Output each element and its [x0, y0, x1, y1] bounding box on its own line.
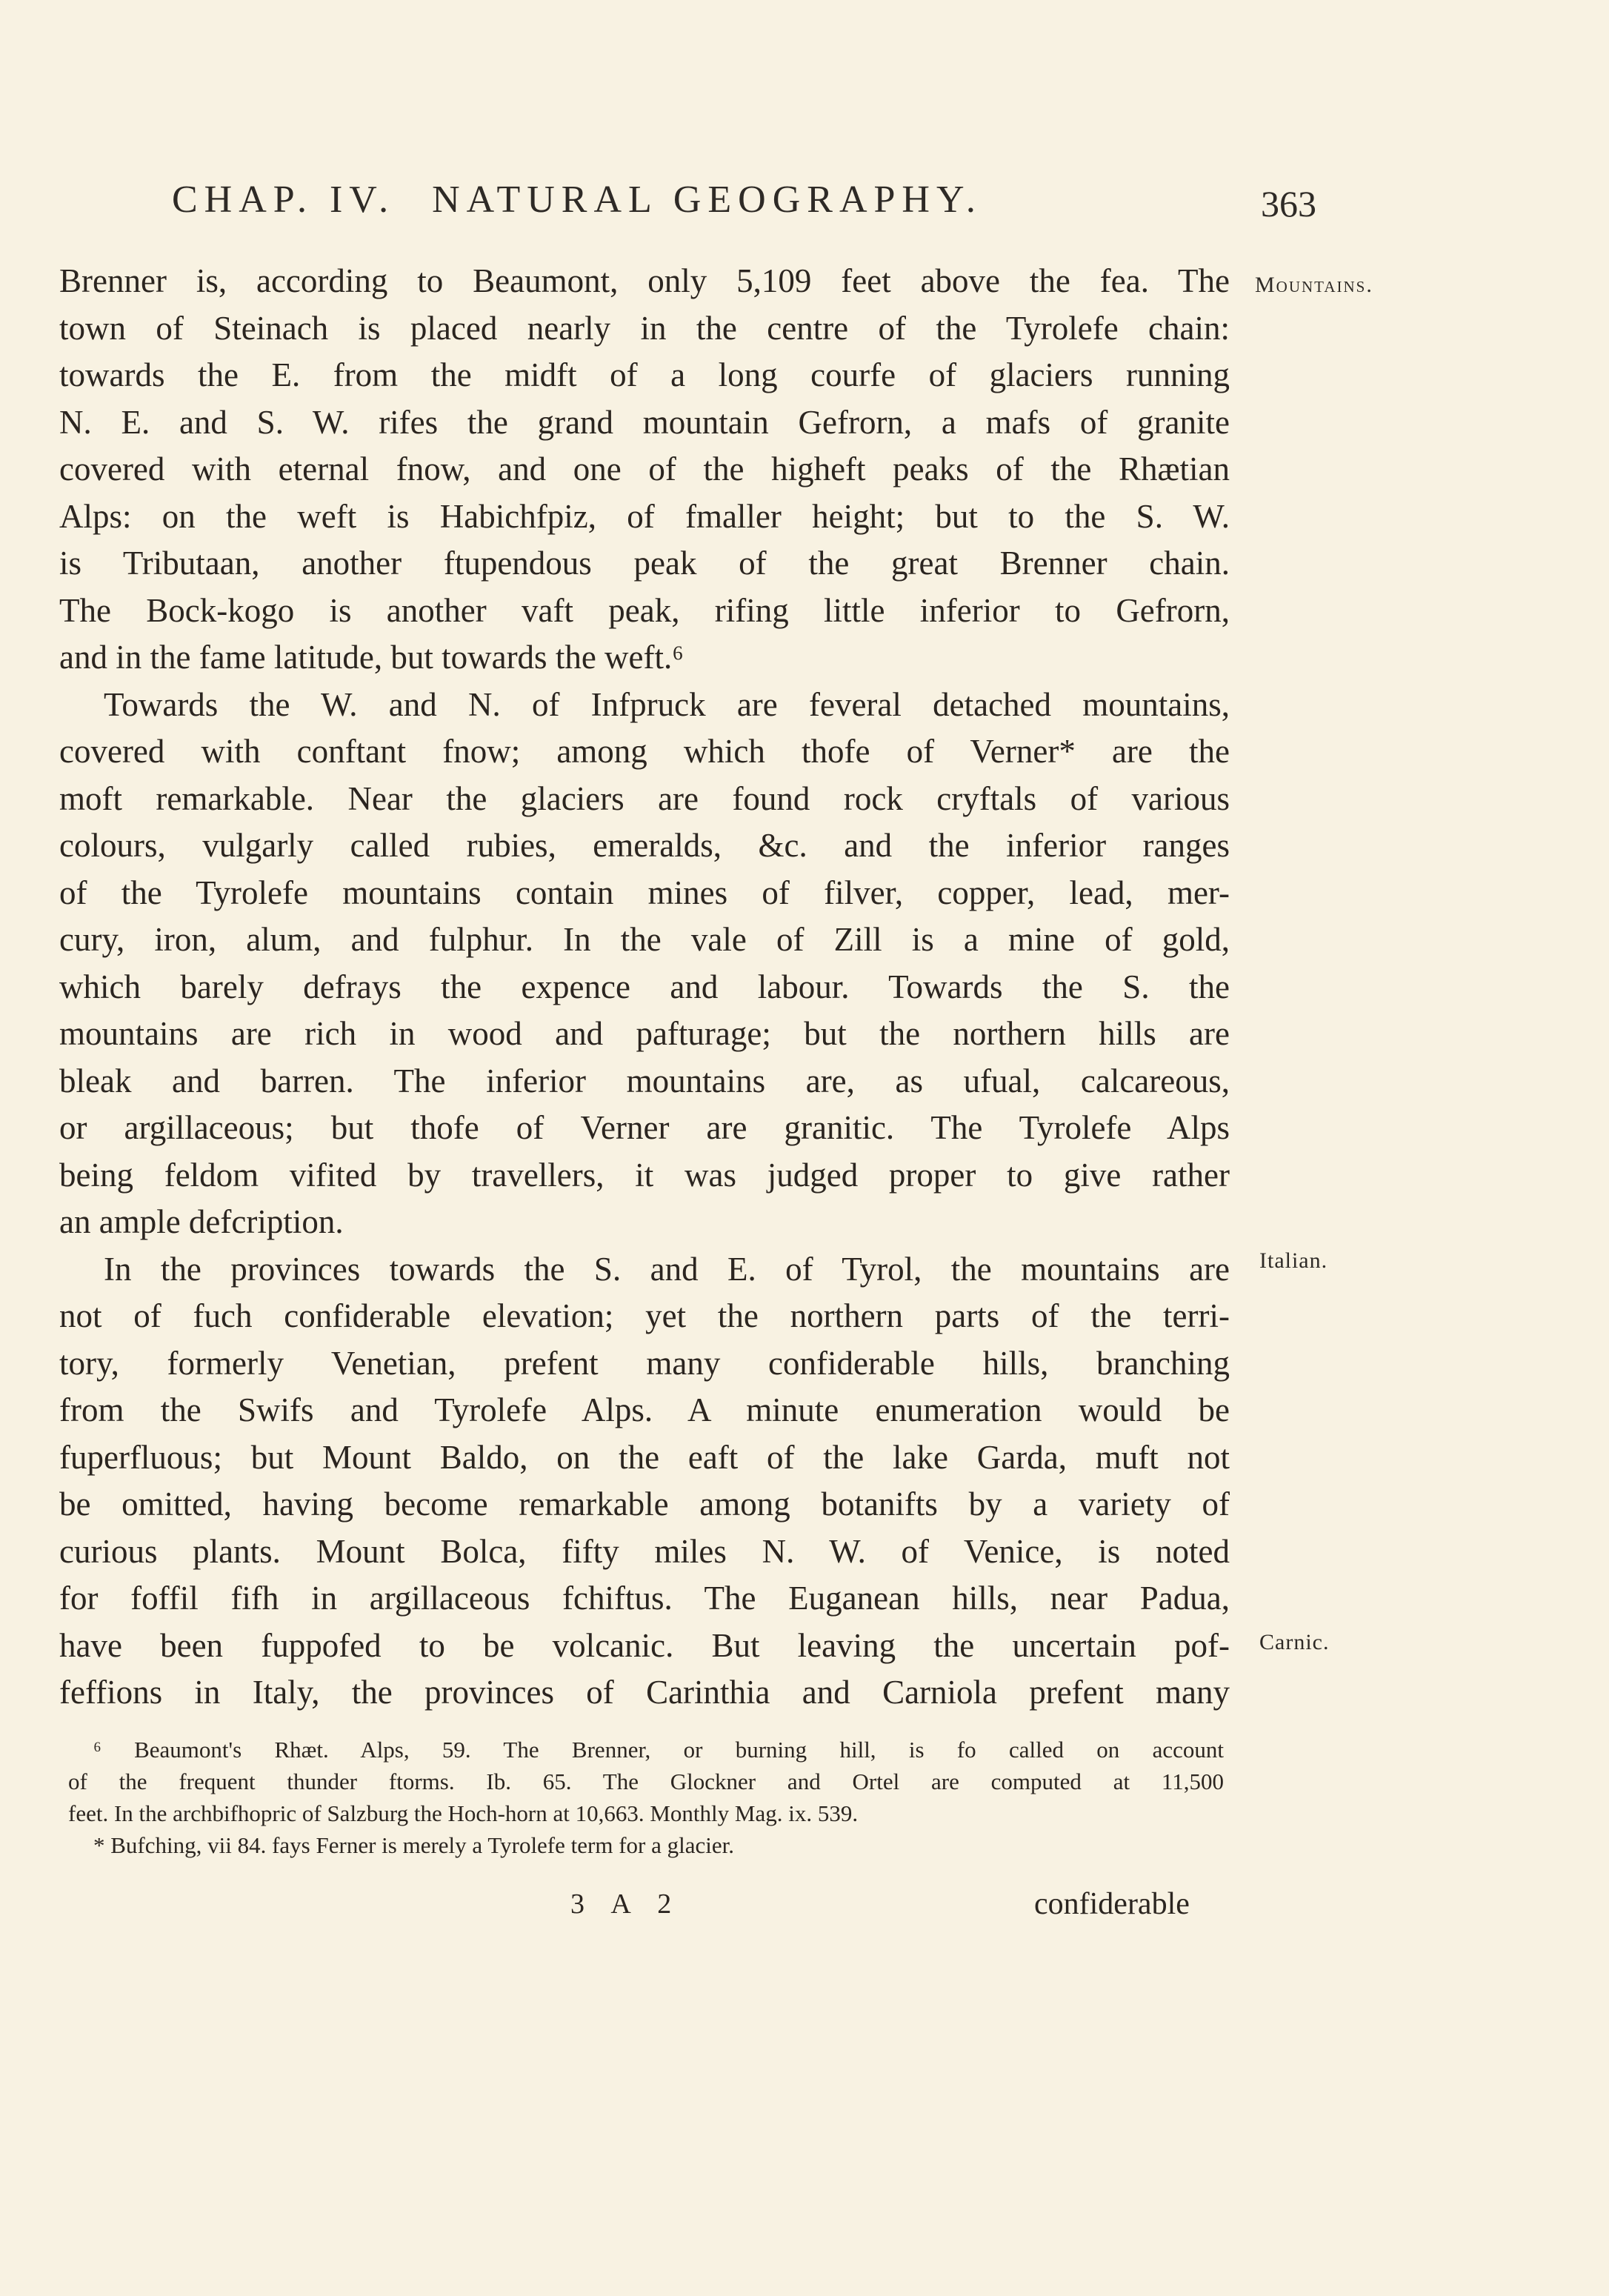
running-header — [172, 178, 1239, 222]
text-line: tory, formerly Venetian, prefent many confiderable hills, branching — [59, 1344, 1230, 1382]
text-line: curious plants. Mount Bolca, fifty miles N. W. of Venice, is noted — [59, 1532, 1230, 1570]
body-text — [59, 258, 1230, 1717]
text-line: from the Swifs and Tyrolefe Alps. A minute enumeration would be — [59, 1391, 1230, 1428]
text-line: Alps: on the weft is Habichfpiz, of fmaller height; but to the S. W. — [59, 497, 1230, 535]
footnotes — [68, 1734, 1224, 1861]
margin-note-carnic: Carnic. — [1259, 1630, 1330, 1654]
footnote-line: of the frequent thunder ftorms. Ib. 65. The Glockner and Ortel are computed at 11,500 — [68, 1768, 1224, 1794]
text-line: Brenner is, according to Beaumont, only 5,109 feet above the fea. The — [59, 262, 1230, 299]
chapter-title: NATURAL GEOGRAPHY. — [432, 179, 982, 221]
text-line: covered with conftant fnow; among which thofe of Verner* are the — [59, 733, 1230, 770]
text-line: mountains are rich in wood and pafturage; but the northern hills are — [59, 1015, 1230, 1052]
text-line: covered with eternal fnow, and one of the higheft peaks of the Rhætian — [59, 450, 1230, 488]
text-line: fuperfluous; but Mount Baldo, on the eaft of the lake Garda, muft not — [59, 1438, 1230, 1476]
text-line: or argillaceous; but thofe of Verner are granitic. The Tyrolefe Alps — [59, 1109, 1230, 1146]
footnote-line: ⁶ Beaumont's Rhæt. Alps, 59. The Brenner, or burning hill, is fo called on account — [93, 1737, 1224, 1763]
page-number: 363 — [1261, 183, 1316, 224]
text-line: being feldom vifited by travellers, it was judged proper to give rather — [59, 1156, 1230, 1194]
chapter-label: CHAP. IV. — [172, 179, 396, 221]
text-line: The Bock-kogo is another vaft peak, rifing little inferior to Gefrorn, — [59, 591, 1230, 629]
text-line: be omitted, having become remarkable among botanifts by a variety of — [59, 1485, 1230, 1523]
margin-note-mountains: Mountains. — [1255, 273, 1373, 297]
text-line: town of Steinach is placed nearly in the centre of the Tyrolefe chain: — [59, 309, 1230, 347]
text-line: is Tributaan, another ftupendous peak of the great Brenner chain. — [59, 545, 1230, 582]
text-line: of the Tyrolefe mountains contain mines of filver, copper, lead, mer- — [59, 874, 1230, 911]
text-line: cury, iron, alum, and fulphur. In the vale of Zill is a mine of gold, — [59, 921, 1230, 958]
text-line: for foffil fifh in argillaceous fchiftus. The Euganean hills, near Padua, — [59, 1580, 1230, 1617]
text-line: have been fuppofed to be volcanic. But leaving the uncertain pof- — [59, 1626, 1230, 1664]
margin-note-italian: Italian. — [1259, 1248, 1328, 1273]
text-line: and in the fame latitude, but towards the weft.⁶ — [59, 639, 684, 676]
text-line: towards the E. from the midft of a long courfe of glaciers running — [59, 356, 1230, 393]
text-line: moft remarkable. Near the glaciers are found rock cryftals of various — [59, 779, 1230, 817]
signature-mark: 3 A 2 — [570, 1889, 682, 1920]
footnote-line: feet. In the archbifhopric of Salzburg the Hoch-horn at 10,663. Monthly Mag. ix. 539. — [68, 1800, 859, 1826]
text-line: which barely defrays the expence and labour. Towards the S. the — [59, 968, 1230, 1005]
catchword: confiderable — [1034, 1887, 1190, 1921]
text-line: feffions in Italy, the provinces of Carinthia and Carniola prefent many — [59, 1674, 1230, 1711]
text-line: an ample defcription. — [59, 1203, 344, 1240]
footnote-line: * Bufching, vii 84. fays Ferner is merely a Tyrolefe term for a glacier. — [93, 1832, 734, 1858]
text-line: In the provinces towards the S. and E. of Tyrol, the mountains are — [104, 1250, 1230, 1288]
text-line: colours, vulgarly called rubies, emeralds, &c. and the inferior ranges — [59, 827, 1230, 864]
text-line: N. E. and S. W. rifes the grand mountain Gefrorn, a mafs of granite — [59, 403, 1230, 441]
text-line: not of fuch confiderable elevation; yet the northern parts of the terri- — [59, 1297, 1230, 1334]
text-line: Towards the W. and N. of Infpruck are feveral detached mountains, — [104, 685, 1230, 723]
text-line: bleak and barren. The inferior mountains are, as ufual, calcareous, — [59, 1062, 1230, 1099]
